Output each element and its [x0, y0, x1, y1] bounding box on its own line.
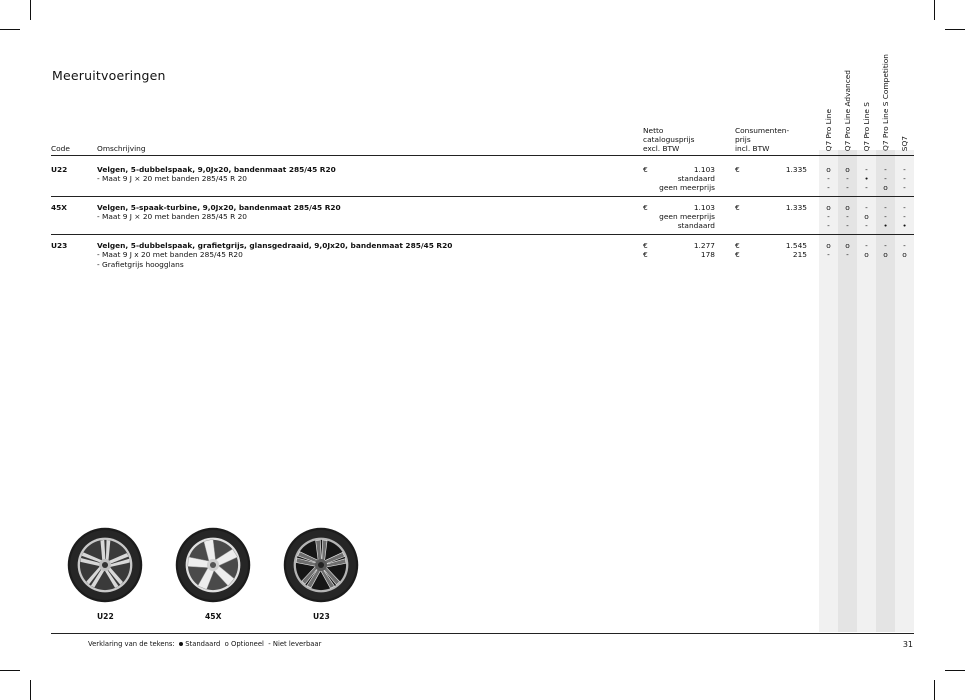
- availability-mark: -: [903, 165, 906, 174]
- header-code: Code: [51, 144, 70, 153]
- variant-header: Q7 Pro Line Advanced: [842, 69, 852, 151]
- netto-price: 1.103: [693, 165, 715, 174]
- availability-mark: -: [903, 174, 906, 183]
- wheel-u23-icon: [283, 527, 359, 603]
- netto-price: standaard: [677, 174, 715, 183]
- netto-price: standaard: [677, 221, 715, 230]
- option-code: 45X: [51, 203, 67, 212]
- availability-mark: •: [902, 221, 907, 230]
- netto-price: geen meerprijs: [659, 212, 715, 221]
- variant-header: Q7 Pro Line S Competition: [880, 54, 890, 151]
- consumer-price: 215: [792, 250, 807, 259]
- currency: €: [735, 165, 740, 174]
- availability-mark: o: [864, 250, 869, 259]
- header-consumer: Consumenten- prijs incl. BTW: [735, 126, 790, 153]
- currency: €: [643, 241, 648, 250]
- wheel-label: U22: [97, 612, 114, 621]
- currency: €: [643, 203, 648, 212]
- availability-mark: -: [884, 165, 887, 174]
- netto-price: 1.277: [693, 241, 715, 250]
- availability-mark: -: [865, 165, 868, 174]
- wheel-u22-icon: [67, 527, 143, 603]
- availability-mark: o: [902, 250, 907, 259]
- currency: €: [735, 241, 740, 250]
- netto-price: 1.103: [693, 203, 715, 212]
- crop-mark: [30, 0, 31, 20]
- wheel-label: U23: [313, 612, 330, 621]
- availability-mark: o: [864, 212, 869, 221]
- availability-mark: -: [865, 221, 868, 230]
- consumer-price: 1.335: [785, 203, 807, 212]
- option-title: Velgen, 5-dubbelspaak, 9,0Jx20, bandenmaat 285/45 R20: [97, 165, 336, 174]
- consumer-price: 1.545: [785, 241, 807, 250]
- page-number: 31: [902, 640, 913, 649]
- netto-price: 178: [700, 250, 715, 259]
- availability-mark: -: [884, 212, 887, 221]
- availability-mark: -: [846, 221, 849, 230]
- wheel-45x-icon: [175, 527, 251, 603]
- availability-mark: •: [883, 221, 888, 230]
- header-description: Omschrijving: [97, 144, 146, 153]
- availability-mark: o: [845, 165, 850, 174]
- consumer-price: 1.335: [785, 165, 807, 174]
- availability-mark: -: [846, 250, 849, 259]
- variant-header: Q7 Pro Line S: [861, 101, 871, 151]
- crop-mark: [0, 670, 20, 671]
- currency: €: [643, 250, 648, 259]
- option-detail: - Grafietgrijs hoogglans: [97, 260, 184, 269]
- availability-mark: -: [884, 241, 887, 250]
- availability-mark: -: [903, 241, 906, 250]
- crop-mark: [934, 680, 935, 700]
- availability-mark: o: [826, 165, 831, 174]
- availability-mark: -: [884, 174, 887, 183]
- availability-mark: o: [845, 203, 850, 212]
- availability-mark: -: [827, 250, 830, 259]
- availability-mark: -: [846, 183, 849, 192]
- availability-mark: o: [883, 250, 888, 259]
- row-rule: [51, 234, 914, 235]
- currency: €: [735, 250, 740, 259]
- currency: €: [643, 165, 648, 174]
- availability-mark: o: [845, 241, 850, 250]
- crop-mark: [30, 680, 31, 700]
- currency: €: [735, 203, 740, 212]
- availability-mark: -: [903, 183, 906, 192]
- crop-mark: [934, 0, 935, 20]
- availability-mark: o: [826, 241, 831, 250]
- variant-header: Q7 Pro Line: [823, 108, 833, 151]
- crop-mark: [0, 29, 20, 30]
- availability-mark: -: [846, 174, 849, 183]
- availability-mark: -: [865, 183, 868, 192]
- option-code: U23: [51, 241, 68, 250]
- crop-mark: [945, 29, 965, 30]
- availability-mark: -: [903, 203, 906, 212]
- availability-mark: •: [864, 174, 869, 183]
- option-title: Velgen, 5-spaak-turbine, 9,0Jx20, bandenmaat 285/45 R20: [97, 203, 341, 212]
- option-detail: - Maat 9 J x 20 met banden 285/45 R20: [97, 250, 243, 259]
- crop-mark: [945, 670, 965, 671]
- standard-dot-icon: [179, 642, 183, 646]
- header-rule: [51, 155, 914, 156]
- availability-mark: -: [827, 212, 830, 221]
- availability-mark: o: [883, 183, 888, 192]
- page-title: Meeruitvoeringen: [52, 68, 166, 83]
- availability-mark: -: [827, 221, 830, 230]
- option-title: Velgen, 5-dubbelspaak, grafietgrijs, glansgedraaid, 9,0Jx20, bandenmaat 285/45 R20: [97, 241, 453, 250]
- option-detail: - Maat 9 J × 20 met banden 285/45 R 20: [97, 212, 247, 221]
- availability-mark: -: [865, 203, 868, 212]
- header-netto: Netto catalogusprijs excl. BTW: [643, 126, 695, 153]
- option-detail: - Maat 9 J × 20 met banden 285/45 R 20: [97, 174, 247, 183]
- availability-mark: -: [884, 203, 887, 212]
- availability-mark: o: [826, 203, 831, 212]
- availability-mark: -: [846, 212, 849, 221]
- availability-mark: -: [827, 183, 830, 192]
- availability-mark: -: [903, 212, 906, 221]
- netto-price: geen meerprijs: [659, 183, 715, 192]
- availability-mark: -: [865, 241, 868, 250]
- option-code: U22: [51, 165, 68, 174]
- availability-mark: -: [827, 174, 830, 183]
- variant-header: SQ7: [899, 135, 909, 151]
- legend: Verklaring van de tekens: Standaard o Optioneel - Niet leverbaar: [88, 640, 322, 648]
- row-rule: [51, 196, 914, 197]
- footer-rule: [51, 633, 914, 634]
- wheel-label: 45X: [205, 612, 222, 621]
